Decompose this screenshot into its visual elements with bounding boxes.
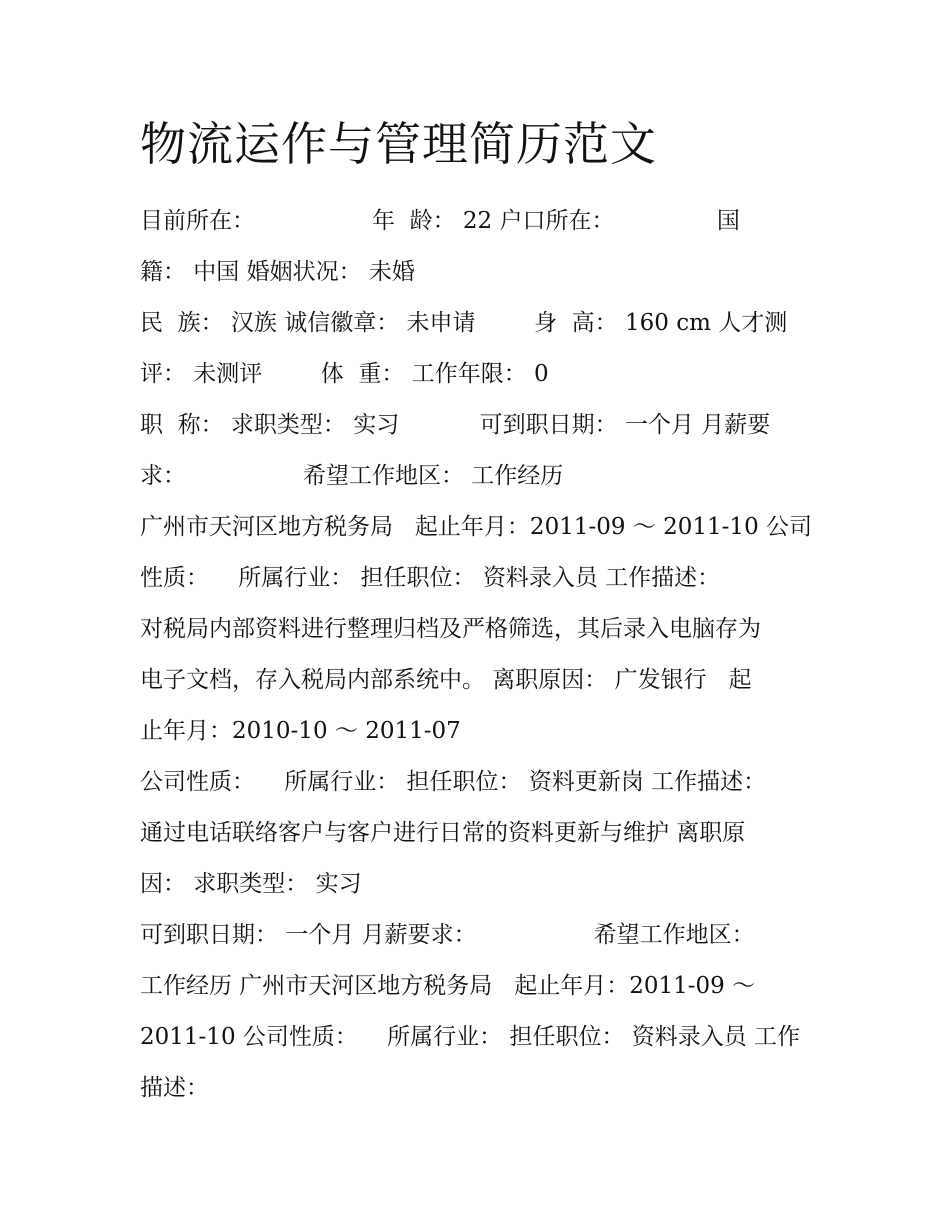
body-line-6: 求： 希望工作地区： 工作经历 [140,463,564,489]
body-line-5: 职 称： 求职类型： 实习 可到职日期： 一个月 月薪要 [140,412,771,438]
body-line-2: 籍： 中国 婚姻状况： 未婚 [140,259,415,285]
body-line-9: 对税局内部资料进行整理归档及严格筛选，其后录入电脑存为 [140,616,761,642]
body-line-10: 电子文档，存入税局内部系统中。 离职原因： 广发银行 起 [140,667,752,693]
document-title: 物流运作与管理简历范文 [140,117,657,171]
body-line-11: 止年月：2010-10 ～ 2011-07 [140,718,461,744]
body-line-18: 描述： [140,1075,209,1101]
body-line-8: 性质： 所属行业： 担任职位： 资料录入员 工作描述： [140,565,721,591]
body-line-17: 2011-10 公司性质： 所属行业： 担任职位： 资料录入员 工作 [140,1024,801,1050]
body-line-1: 目前所在： 年 龄： 22 户口所在： 国 [140,208,740,234]
body-line-16: 工作经历 广州市天河区地方税务局 起止年月：2011-09 ～ [140,973,756,999]
body-line-4: 评： 未测评 体 重： 工作年限： 0 [140,361,549,387]
body-line-14: 因： 求职类型： 实习 [140,871,362,897]
body-line-12: 公司性质： 所属行业： 担任职位： 资料更新岗 工作描述： [140,769,767,795]
body-line-15: 可到职日期： 一个月 月薪要求： 希望工作地区： [140,922,755,948]
body-line-3: 民 族： 汉族 诚信徽章： 未申请 身 高： 160 cm 人才测 [140,310,788,336]
body-line-7: 广州市天河区地方税务局 起止年月：2011-09 ～ 2011-10 公司 [140,514,813,540]
body-line-13: 通过电话联络客户与客户进行日常的资料更新与维护 离职原 [140,820,746,846]
